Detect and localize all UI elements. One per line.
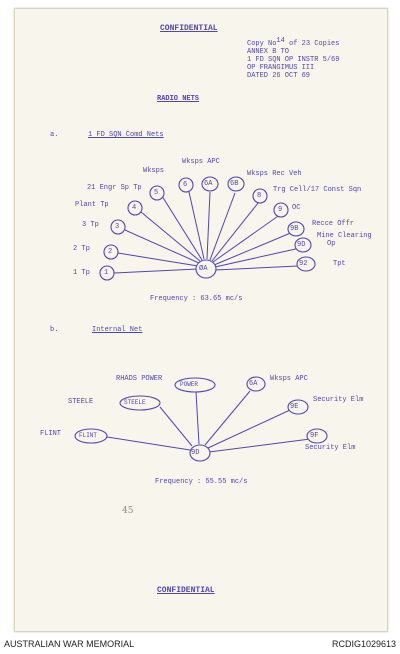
node-9d: 9D <box>297 241 306 249</box>
archive-id: RCDIG1029613 <box>331 639 396 649</box>
label-security-elm-2: Security Elm <box>305 444 356 452</box>
node-power: POWER <box>180 381 199 388</box>
label-recce-offr: Recce Offr <box>312 220 355 228</box>
node-6a: 6A <box>204 180 213 188</box>
op-line: OP FRANGIMUS III <box>247 64 315 72</box>
label-3-tp: 3 Tp <box>82 221 99 229</box>
label-tpt: Tpt <box>333 260 346 268</box>
node-flint: FLINT <box>79 432 98 439</box>
node-6: 6 <box>183 181 188 189</box>
label-security-elm-1: Security Elm <box>313 396 364 404</box>
frequency-a: Frequency : 63.65 mc/s <box>150 295 243 303</box>
node-hub-a: ØA <box>199 265 208 273</box>
page-number: 45 <box>122 506 134 516</box>
instr-line: 1 FD SQN OP INSTR 5/69 <box>247 56 340 64</box>
annex-line: ANNEX B TO <box>247 48 290 56</box>
label-wksps-apc: Wksps APC <box>182 158 220 166</box>
node-steele: STEELE <box>124 399 146 406</box>
node-9: 9 <box>278 206 283 214</box>
node-3: 3 <box>115 223 120 231</box>
node-8: 8 <box>257 192 262 200</box>
label-plant-tp: Plant Tp <box>75 201 109 209</box>
label-oc: OC <box>292 204 301 212</box>
label-wksps: Wksps <box>143 167 165 175</box>
label-steele: STEELE <box>68 398 94 406</box>
section-b-heading: Internal Net <box>92 326 143 334</box>
archive-footer <box>0 634 400 654</box>
node-hub-b: 9D <box>191 449 200 457</box>
label-1-tp: 1 Tp <box>73 269 90 277</box>
section-a-heading: 1 FD SQN Comd Nets <box>88 131 164 139</box>
node-6b: 6B <box>230 180 239 188</box>
node-9e: 9E <box>290 403 299 411</box>
top-classification: CONFIDENTIAL <box>160 24 218 33</box>
archive-name: AUSTRALIAN WAR MEMORIAL <box>4 639 135 649</box>
label-2-tp: 2 Tp <box>73 245 90 253</box>
page-title: RADIO NETS <box>157 95 200 103</box>
node-6a-b: 6A <box>249 380 258 388</box>
label-wksps-apc-b: Wksps APC <box>270 375 308 383</box>
label-trg-cell: Trg Cell/17 Const Sqn <box>273 186 362 194</box>
dated-line: DATED 26 OCT 69 <box>247 72 311 80</box>
node-9b: 9B <box>290 225 299 233</box>
label-flint: FLINT <box>40 430 62 438</box>
section-b-letter: b. <box>50 326 59 334</box>
label-mine-op: Op <box>327 240 336 248</box>
bottom-classification: CONFIDENTIAL <box>157 586 215 595</box>
copy-number: 14 <box>276 37 285 45</box>
label-wksps-rec-veh: Wksps Rec Veh <box>247 170 302 178</box>
label-engr-sp-tp: 21 Engr Sp Tp <box>87 184 142 192</box>
node-5: 5 <box>154 189 159 197</box>
node-92: 92 <box>299 260 308 268</box>
node-2: 2 <box>108 248 113 256</box>
label-mine-clearing: Mine Clearing <box>317 232 372 240</box>
copy-line: Copy No14 of 23 Copies <box>247 37 340 48</box>
section-a-letter: a. <box>50 131 59 139</box>
node-9f: 9F <box>310 432 319 440</box>
node-4: 4 <box>132 204 137 212</box>
frequency-b: Frequency : 55.55 mc/s <box>155 478 248 486</box>
label-rhads-power: RHADS POWER <box>116 375 163 383</box>
node-1: 1 <box>104 269 109 277</box>
